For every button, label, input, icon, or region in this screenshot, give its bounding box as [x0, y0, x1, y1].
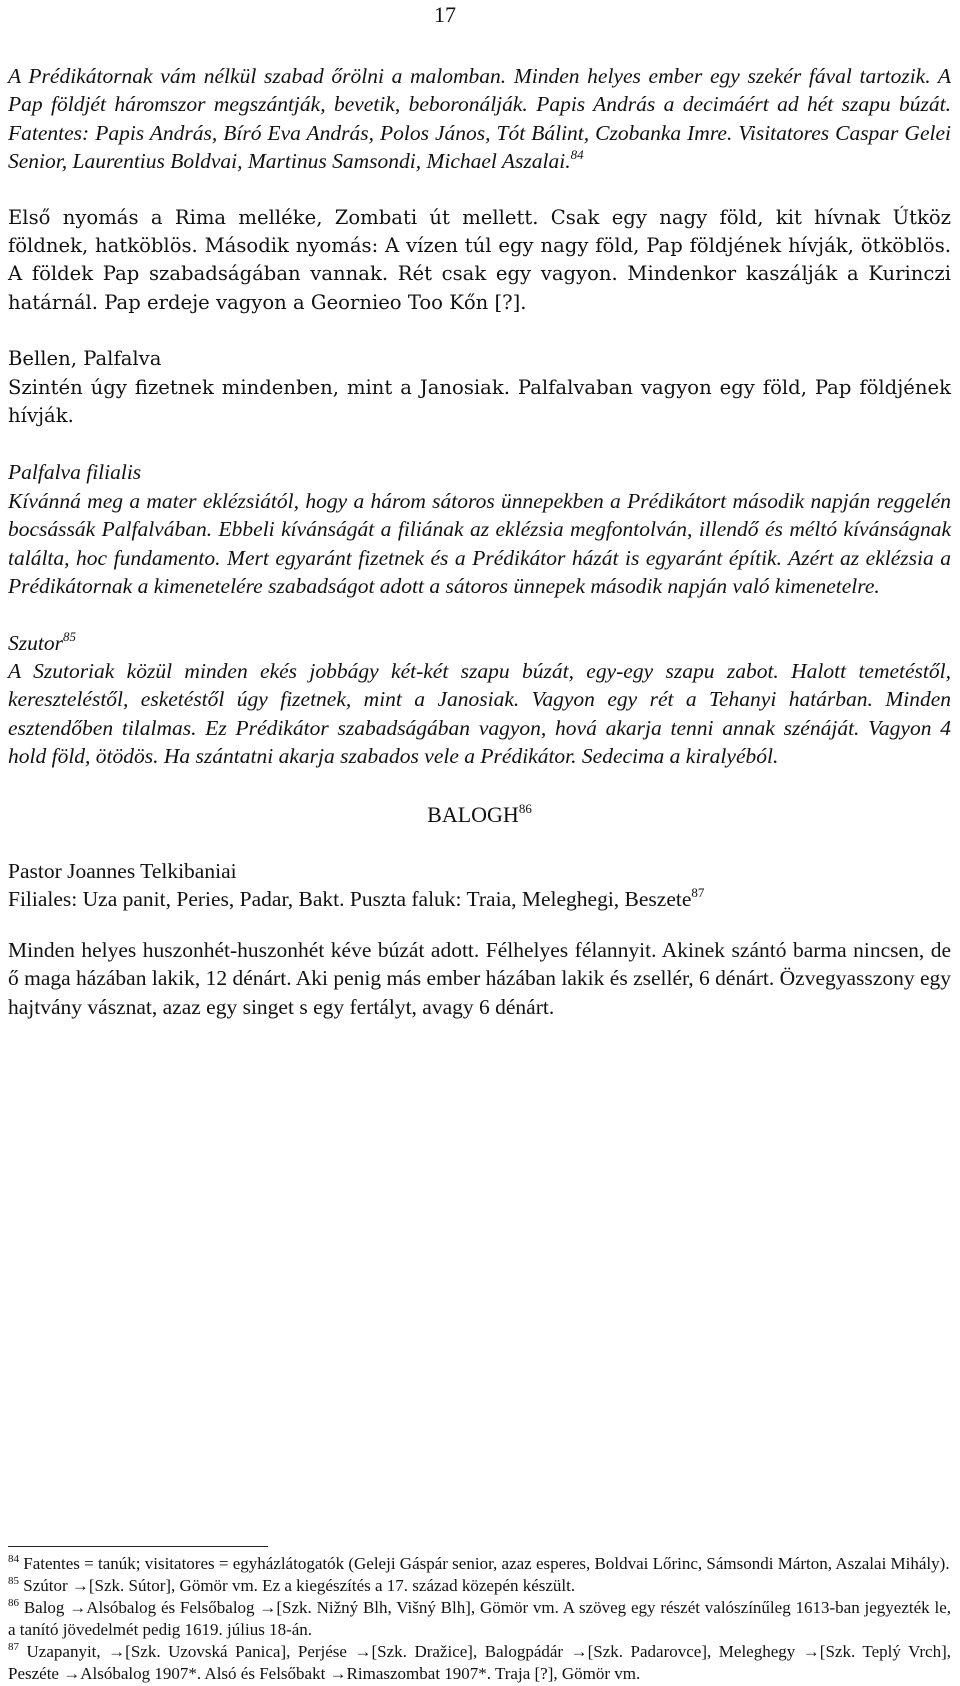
balogh-title-text: BALOGH	[427, 801, 519, 827]
section-title-szutor	[8, 629, 951, 657]
pastor-line: Pastor Joannes Telkibaniai	[8, 858, 237, 883]
paragraph-predikator-text: A Prédikátornak vám nélkül szabad őrölni a malomban. Minden helyes ember egy szekér fával tartozik. A Pap földjét háromszor megszántják, bevetik, beboronálják. Papis András a decimáért ad hét szapu búzát. Fatentes: Papis András, Bíró Eva András, Polos János, Tót Bálint, Czobanka Imre. Visitatores Caspar Gelei Senior, Laurentius Boldvai, Martinus Samsondi, Michael Aszalai.	[8, 64, 951, 174]
footnote-divider	[8, 1546, 268, 1547]
footnote-text: Uzapanyit, →[Szk. Uzovská Panica], Perjése →[Szk. Dražice], Balogpádár →[Szk. Padarovce], Meleghegy →[Szk. Teplý Vrch], Peszéte →Alsóbalog 1907*. Alsó és Felsőbakt →Rimaszombat 1907*. Traja [?], Gömör vm.	[8, 1642, 951, 1683]
section-title-palfalva: Palfalva filialis	[8, 460, 142, 485]
section-text-szutor: A Szutoriak közül minden ekés jobbágy két-két szapu búzát, egy-egy szapu zabot. Halott temetéstől, kereszteléstől, esketéstől úgy fizetnek, mint a Janosiak. Vagyon egy rét a Tehanyi határban. Minden esztendőben tilalmas. Ez Prédikátor szabadságában vagyon, hová akarja tenni annak szénáját. Vagyon 4 hold föld, ötödös. Ha szántatni akarja szabados vele a Prédikátor. Sedecima a kiralyéból.	[8, 658, 951, 769]
section-text-palfalva: Kívánná meg a mater eklézsiától, hogy a három sátoros ünnepekben a Prédikátort második napján reggelén bocsássák Palfalvában. Ebbeli kívánságát a filiának az eklézsia megfontolván, illendő és méltó kívánságnak találta, hoc fundamento. Mert egyaránt fizetnek és a Prédikátor házát is egyaránt építik. Azért az eklézsia a Prédikátornak a kimenetelére szabadságot adott a sátoros ünnepek második napján való kimenetelre.	[8, 488, 951, 599]
footnote-text: Fatentes = tanúk; visitatores = egyházlátogatók (Geleji Gáspár senior, azaz esperes, Boldvai Lőrinc, Sámsondi Márton, Aszalai Mihály).	[23, 1554, 950, 1573]
footnote-84	[8, 1553, 951, 1575]
footnote-ref-85[interactable]: 85	[62, 628, 76, 644]
footnote-ref-86[interactable]: 86	[518, 800, 532, 816]
footnote-ref-84[interactable]: 84	[570, 147, 584, 163]
filiales-line	[8, 885, 951, 913]
footnote-text: Szútor →[Szk. Sútor], Gömör vm. Ez a kiegészítés a 17. század közepén készült.	[23, 1576, 576, 1595]
footnotes	[8, 1553, 951, 1685]
main-text	[8, 62, 951, 1021]
footnote-number: 87	[8, 1641, 19, 1653]
footnote-number: 86	[8, 1597, 19, 1609]
footnote-number: 85	[8, 1575, 19, 1587]
page-number: 17	[434, 2, 456, 27]
heading-balogh	[8, 801, 951, 829]
paragraph-nyomas: Első nyomás a Rima melléke, Zombati út mellett. Csak egy nagy föld, kit hívnak Útköz földnek, hatköblös. Második nyomás: A vízen túl egy nagy föld, Pap földjének hívják, ötköblös. A földek Pap szabadságában vannak. Rét csak egy vagyon. Mindenkor kaszálják a Kurinczi határnál. Pap erdeje vagyon a Geornieo Too Kőn [?].	[8, 205, 951, 314]
footnote-85	[8, 1575, 951, 1597]
footnote-text: Balog →Alsóbalog és Felsőbalog →[Szk. Nižný Blh, Višný Blh], Gömör vm. A szöveg egy részét valószínűleg 1613-ban jegyezték le, a tanító jövedelmét pedig 1619. július 18-án.	[8, 1598, 951, 1639]
section-text-bellen: Szintén úgy fizetnek mindenben, mint a Janosiak. Palfalvaban vagyon egy föld, Pap földjének hívják.	[8, 375, 951, 428]
footnote-ref-87[interactable]: 87	[691, 885, 705, 901]
footnote-86	[8, 1597, 951, 1641]
footnote-87	[8, 1641, 951, 1685]
paragraph-predikator	[8, 62, 951, 176]
footnote-number: 84	[8, 1553, 19, 1565]
szutor-title-text: Szutor	[8, 630, 63, 655]
section-title-bellen: Bellen, Palfalva	[8, 347, 162, 371]
filiales-text: Filiales: Uza panit, Peries, Padar, Bakt. Puszta faluk: Traia, Meleghegi, Beszete	[8, 887, 692, 912]
balogh-paragraph: Minden helyes huszonhét-huszonhét kéve búzát adott. Félhelyes félannyit. Akinek szántó barma nincsen, de ő maga házában lakik, 12 dénárt. Aki penig más ember házában lakik és zsellér, 6 dénárt. Özvegyasszony egy hajtvány vásznat, azaz egy singet s egy fertályt, avagy 6 dénárt.	[8, 937, 951, 1019]
